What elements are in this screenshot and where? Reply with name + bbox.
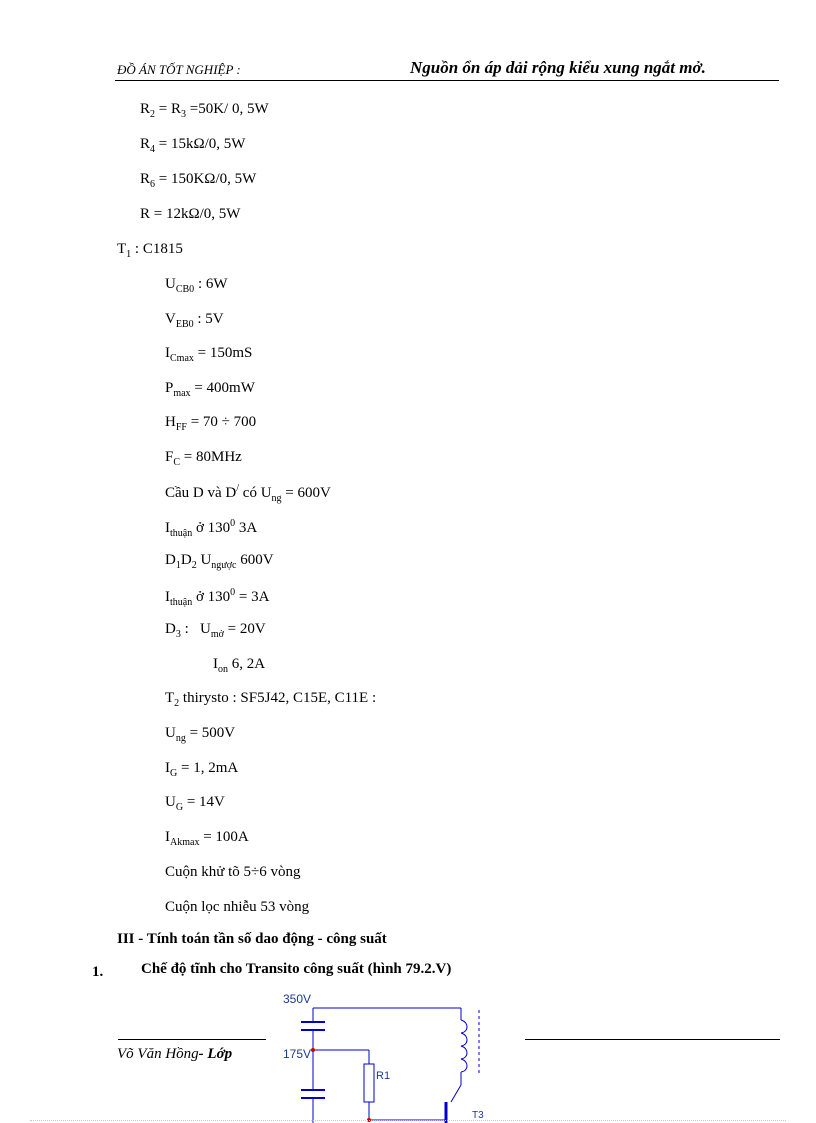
spec-r: R = 12kΩ/0, 5W [140, 206, 241, 222]
junction-dot [311, 1048, 315, 1052]
section-heading: III - Tính toán tần số dao động - công suất [117, 931, 387, 947]
label-350v: 350V [283, 992, 312, 1006]
label-r1: R1 [376, 1070, 391, 1082]
footer-rule-left [118, 1039, 266, 1040]
spec-d3: $D_3$ : $U_{mở} = 20V$ [165, 621, 266, 640]
spec-cuon-khu-to: Cuộn khử tõ 5÷6 vòng [165, 864, 301, 880]
footer-rule-right [525, 1039, 780, 1040]
spec-ig: $I_G = 1$, 2mA [165, 760, 239, 779]
resistor-r1 [364, 1064, 374, 1102]
spec-veb0: $V_{EB0}$ : 5V [165, 311, 224, 330]
spec-r6: $R_6 = 150K\Omega/0$, 5W [140, 171, 257, 190]
spec-r2-r3: $R_2 = R_3 =50K/$ 0, 5W [140, 101, 269, 120]
spec-hff: $H_{FF} = 70 \div 700$ [165, 414, 257, 433]
spec-ithuan-1: $I_{thuận}$ ở $130^0$ 3A [165, 518, 258, 539]
spec-iakmax: $I_{Akmax} = 100A$ [165, 829, 249, 848]
spec-ithuan-2: $I_{thuận}$ ở $130^0 = 3A$ [165, 587, 270, 608]
spec-ion: $I_{on}$ 6, 2A [213, 656, 266, 675]
header-left-title: ĐỒ ÁN TỐT NGHIỆP : [117, 62, 241, 77]
spec-ung: $U_{ng} = 500V$ [165, 725, 236, 744]
spec-t1: $T_1$ : C1815 [117, 241, 183, 260]
spec-icmax: $I_{Cmax} = 150mS$ [165, 345, 253, 364]
section-item-text: Chế độ tĩnh cho Transito công suất (hình 79.2.V) [141, 961, 452, 977]
spec-bridge: Cầu D và D/ có $U_{ng} = 600V$ [165, 483, 331, 504]
inductor-coil [461, 1020, 467, 1072]
label-t3: T3 [472, 1110, 484, 1121]
section-item-number: 1. [92, 964, 104, 980]
label-175v: 175V [283, 1047, 312, 1061]
spec-ug: $U_G = 14V$ [165, 794, 225, 813]
spec-pmax: $P_{max} = 400mW$ [165, 380, 255, 399]
footer-author: Võ Văn Hồng- Lớp [117, 1046, 233, 1062]
spec-cuon-loc-nhieu: Cuộn lọc nhiễu 53 vòng [165, 899, 310, 915]
spec-ucb0: $U_{CB0}$ : 6W [165, 276, 228, 295]
header-right-title: Nguồn ổn áp dải rộng kiểu xung ngắt mở. [410, 58, 706, 77]
header-rule [115, 80, 779, 81]
spec-r4: $R_4 = 15k\Omega/0$, 5W [140, 136, 246, 155]
circuit-diagram [275, 990, 495, 1123]
spec-d1d2: $D_1D_2$ $U_{ngược}$ 600V [165, 552, 274, 571]
spec-t2: $T_2$ thirysto : SF5J42, C15E, C11E : [165, 690, 377, 709]
spec-fc: $F_C = 80MHz$ [165, 449, 242, 468]
page-break-line [30, 1120, 786, 1121]
